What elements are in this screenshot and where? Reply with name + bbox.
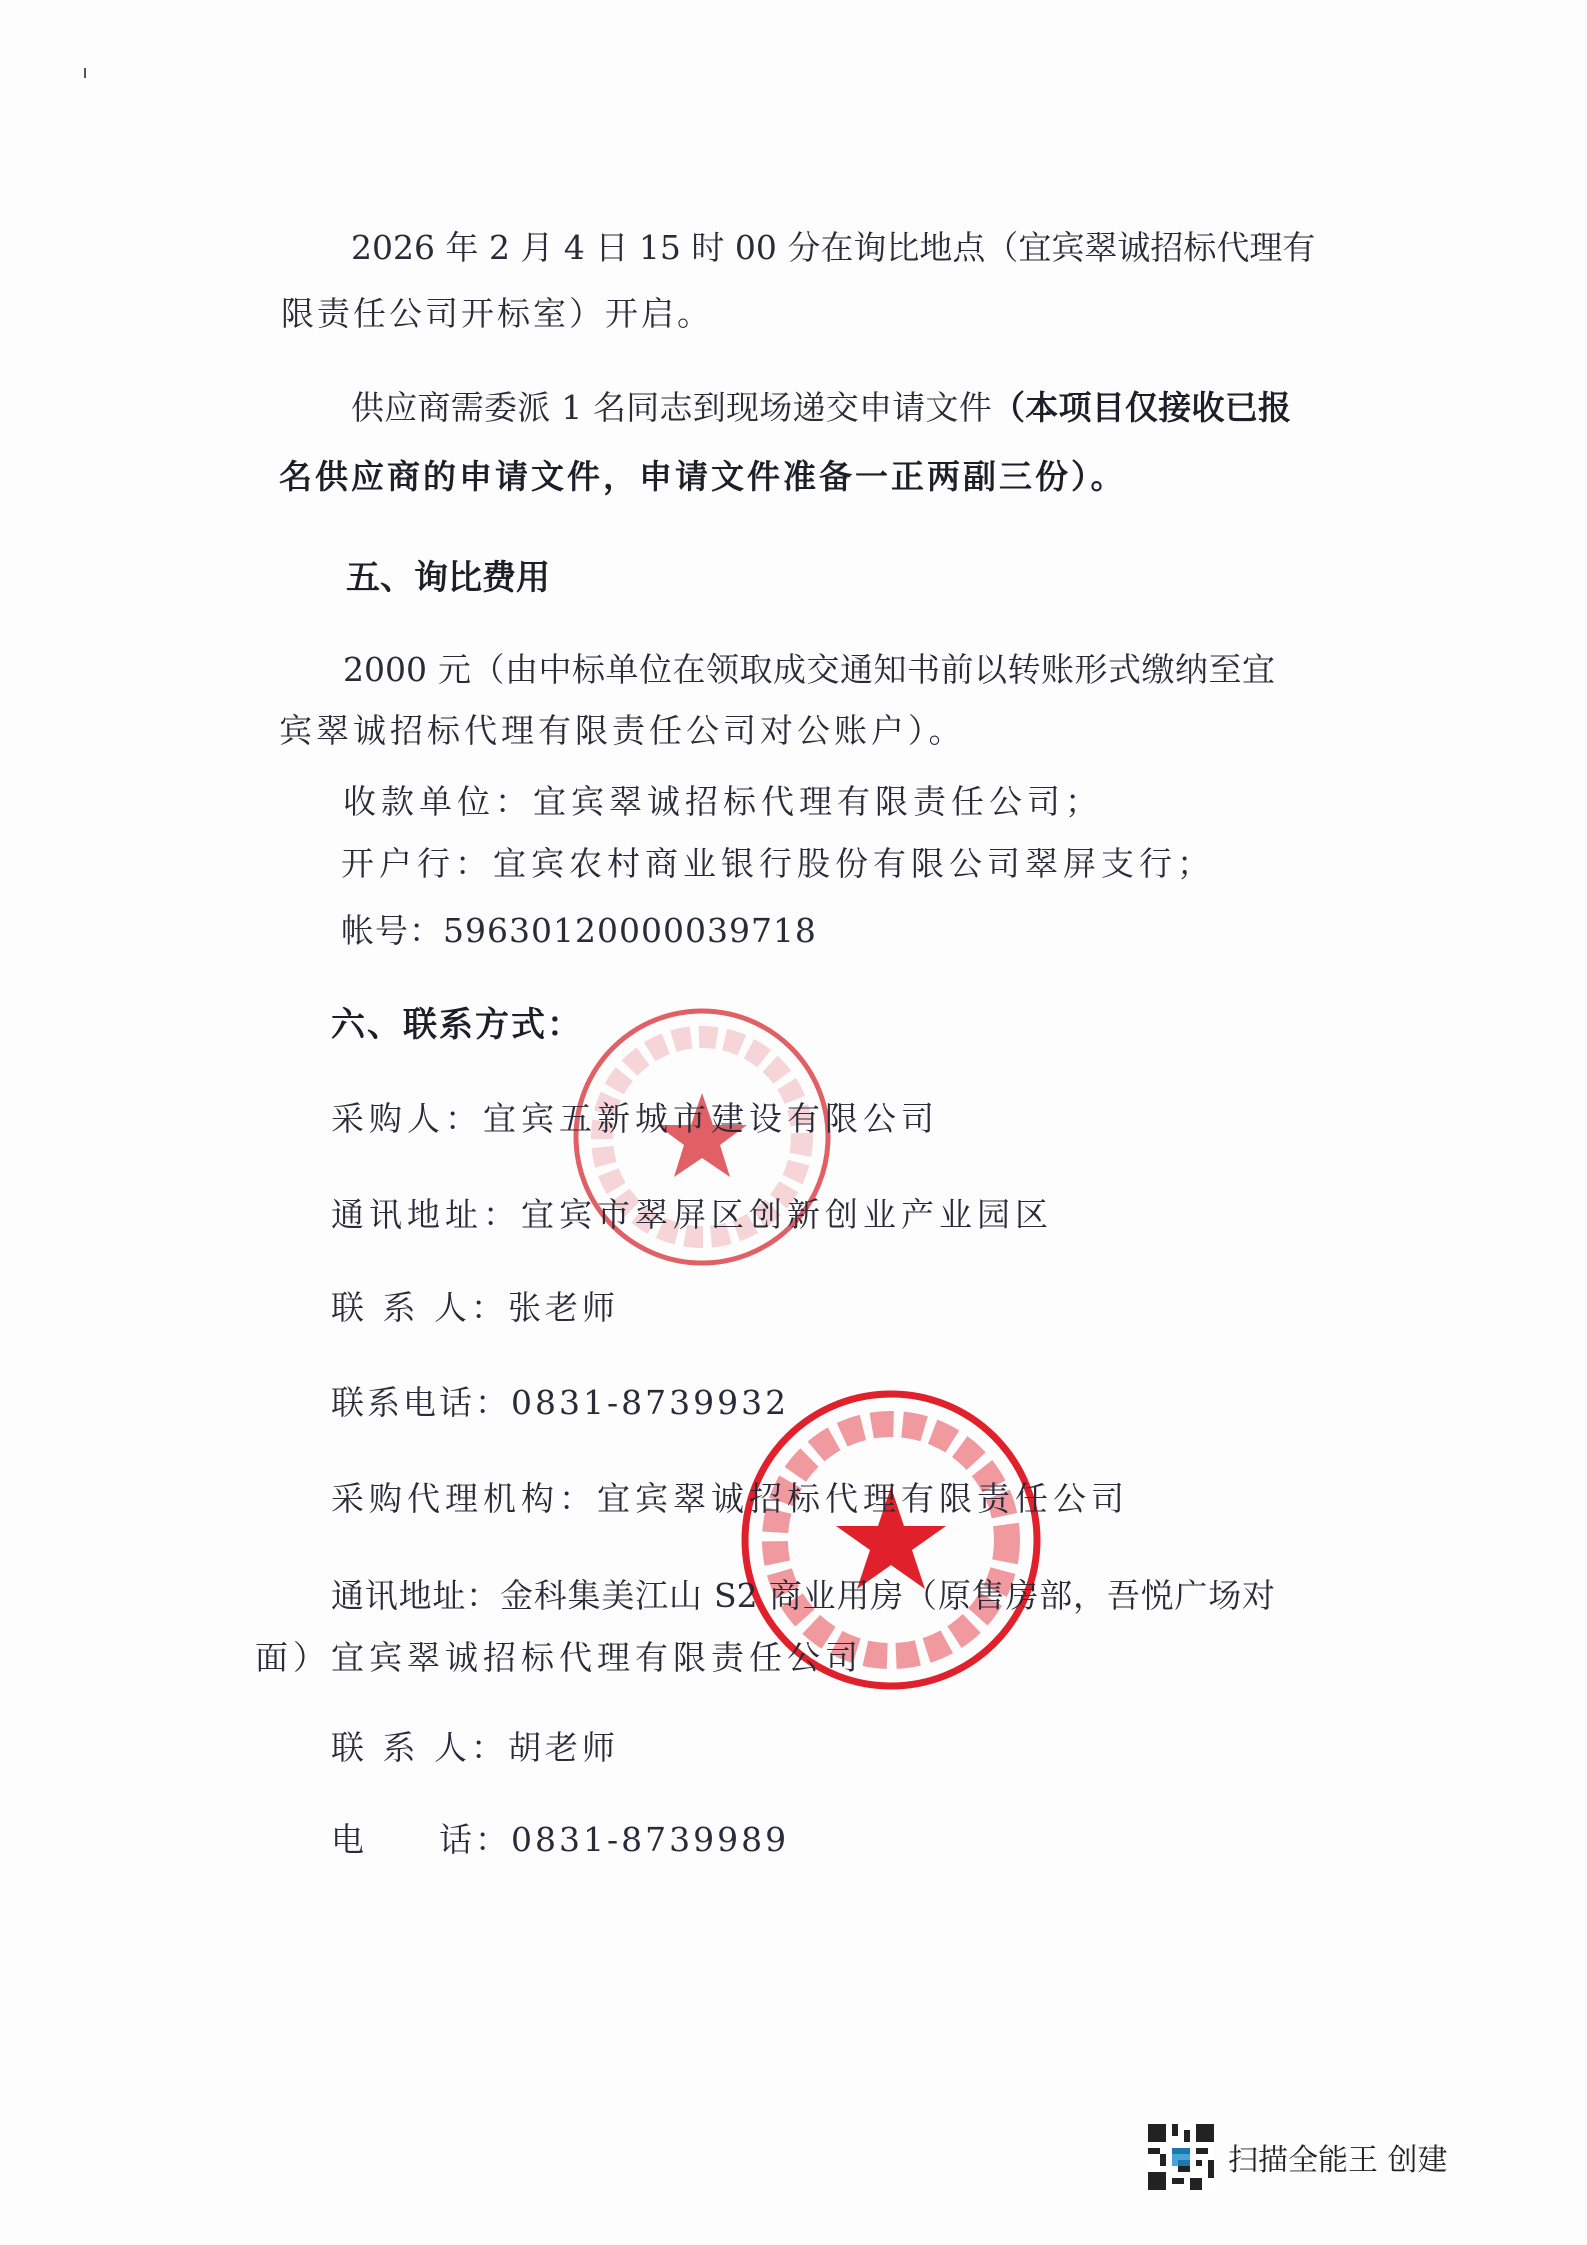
agency-contact: 联 系 人：胡老师: [331, 1728, 619, 1767]
qr-code-icon: [1148, 2124, 1214, 2190]
fee-line1: 2000 元（由中标单位在领取成交通知书前以转账形式缴纳至宜: [343, 650, 1275, 689]
agency-address-line2: 面）宜宾翠诚招标代理有限责任公司: [255, 1638, 863, 1677]
scanner-label: 扫描全能王 创建: [1228, 2143, 1448, 2178]
bank: 开户行：宜宾农村商业银行股份有限公司翠屏支行；: [341, 844, 1215, 883]
submission-line2: 名供应商的申请文件，申请文件准备一正两副三份）。: [279, 457, 1127, 496]
agency-address-line1: 通讯地址：金科集美江山 S2 商业用房（原售房部，吾悦广场对: [331, 1576, 1275, 1615]
agency: 采购代理机构：宜宾翠诚招标代理有限责任公司: [331, 1479, 1129, 1518]
section-6-heading: 六、联系方式：: [331, 1005, 583, 1045]
opening-time-line1: 2026 年 2 月 4 日 15 时 00 分在询比地点（宜宾翠诚招标代理有: [351, 228, 1316, 267]
scanner-watermark: [1148, 2124, 1448, 2190]
scan-mark: [84, 68, 86, 78]
opening-time-line2: 限责任公司开标室）开启。: [281, 294, 713, 333]
section-5-heading: 五、询比费用: [346, 558, 550, 598]
purchaser: 采购人：宜宾五新城市建设有限公司: [331, 1099, 939, 1138]
purchaser-phone: 联系电话：0831-8739932: [331, 1383, 790, 1422]
agency-phone: 电 话：0831-8739989: [331, 1820, 790, 1859]
submission-text: 供应商需委派 1 名同志到现场递交申请文件: [351, 388, 992, 427]
purchaser-address: 通讯地址：宜宾市翠屏区创新创业产业园区: [331, 1195, 1053, 1234]
purchaser-contact: 联 系 人：张老师: [331, 1288, 619, 1327]
account-number: 帐号：59630120000039718: [341, 911, 817, 950]
fee-line2: 宾翠诚招标代理有限责任公司对公账户）。: [279, 711, 966, 750]
submission-line1: [351, 386, 1291, 430]
payee: 收款单位：宜宾翠诚招标代理有限责任公司；: [343, 782, 1103, 821]
submission-note: （本项目仅接收已报: [992, 388, 1292, 427]
